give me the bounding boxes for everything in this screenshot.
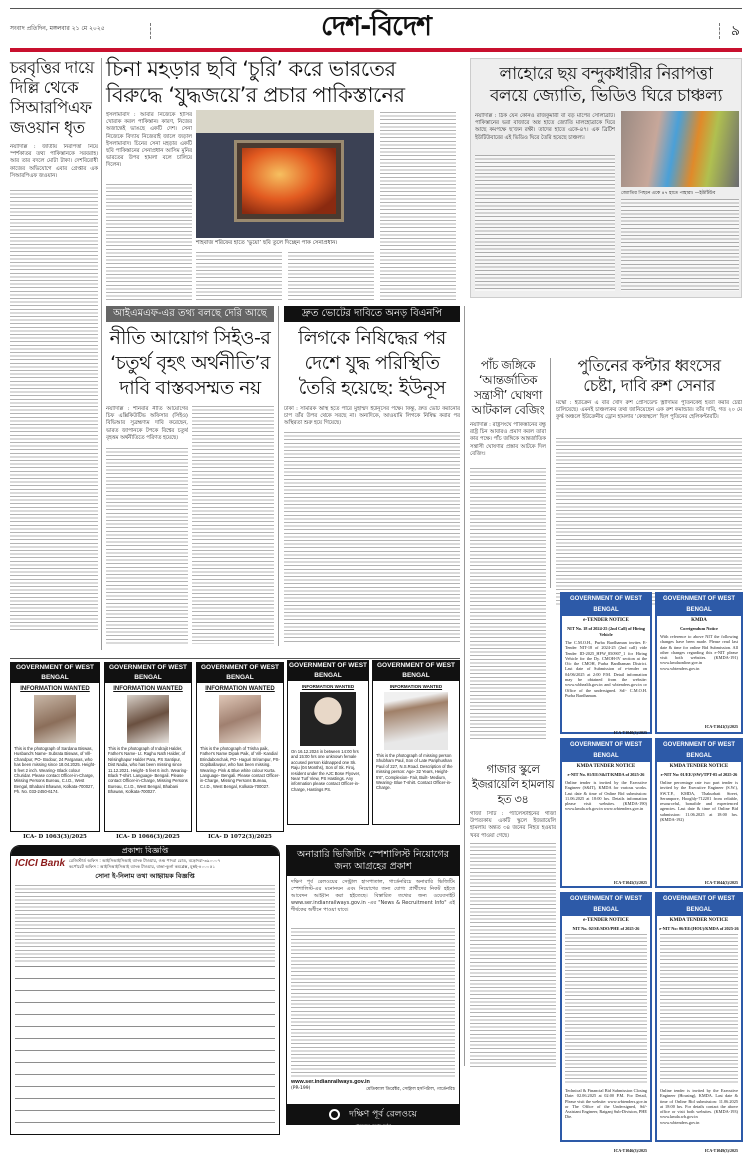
painting-frame [234, 140, 344, 222]
headline-line-2: বিরুদ্ধে ‘যুদ্ধজয়ে’র প্রচার পাকিস্তানের [106, 83, 405, 107]
article-body [475, 155, 615, 291]
tender-body-fill [660, 934, 738, 1084]
signatory: মেডিক্যাল ডিরেক্টর, সেন্ট্রাল হসপিটাল, গার্ডেনরিচ [366, 1087, 455, 1092]
office-line: রেজিস্টার্ড অফিস : আইসিআইসিআই ব্যাংক টাওয়ার, ওল্ড পাদরা রোড, বড়োদরা-৩৯০০০৭ [69, 858, 221, 863]
headline-line-2: চেষ্টা, দাবি রুশ সেনার [583, 376, 715, 395]
story-crpf [10, 58, 98, 648]
tender-body: Online tender is invited by the Executive Engineer (S&IT), KMDA for various works. Last date & time of Online Bid submission: 11.06.2025 at 18:00 hrs. Details information please visit websites. (KMDA-190) www.kmda.wb.gov.in www.wbtenders.gov.in [565, 780, 647, 812]
lead-text: নয়াদিল্লি : রাষ্ট্রসংঘে পাকিস্তানের বন্ধু রাষ্ট্র চিন আবারও প্রমাণ করল তারা কার পক্ষে। পাঁচ জঙ্গিকে আন্তর্জাতিক সন্ত্রাসী ঘোষণার প্রস্তাব আটকে দিল বেজিং। [470, 422, 546, 457]
article-body [470, 843, 556, 1067]
ad-headline-line-1: অনারারি ভিজিটিং স্পেশালিস্ট নিয়োগের [296, 849, 449, 860]
lead-text: ঢাকা : সামরিক অস্থি হতে পারে মুহাম্মদ ইউনূসের পক্ষে। কিন্তু, দ্রুত ভোট করানোর চাপ তাঁর উপর থেকে সরছে না। অন্যদিকে, আওয়ামি লিগকে নিষিদ্ধ করার পর অস্থিরতা শুরু হয়ে গিয়েছে। [284, 406, 460, 427]
tender-ref: ICA-T1049(3)/2025 [704, 1148, 738, 1153]
ad-headline-line-2: জন্য আগ্রহের প্রকাশ [334, 861, 412, 872]
article-body [192, 406, 274, 644]
ad-missing-person-5 [372, 660, 460, 825]
office-line: কর্পোরেট অফিস : আইসিআইসিআই ব্যাংক টাওয়ার, বান্দ্রা-কুর্লা কমপ্লেক্স, মুম্বই-৪০০০৫১ [69, 863, 216, 869]
headline-line-1: লাহোরে ছয় বন্দুকধারীর নিরাপত্তা [499, 64, 713, 84]
painting-image [242, 148, 336, 214]
tender-header: GOVERNMENT OF WEST BENGAL [657, 740, 741, 762]
tender-subtitle: e-NIT No: 01/EE/(SW)/TPT-05 of 2025-26 [660, 772, 738, 777]
article-body [284, 432, 460, 644]
accent-rule [10, 48, 742, 52]
date-line: সংবাদ প্রতিদিন, মঙ্গলবার ২১ মে ২০২৫ [10, 25, 105, 32]
masthead [10, 8, 742, 48]
ad-ref: (PR-199) [291, 1086, 311, 1091]
ad-missing-person-1 [10, 662, 100, 832]
divider [719, 23, 720, 39]
story-gaza [470, 762, 556, 1062]
article-body [621, 199, 739, 291]
tender-title: KMDA TENDER NOTICE [669, 918, 729, 923]
column-rule [464, 306, 465, 1066]
tender-notice-3 [560, 738, 652, 888]
ad-text: This is the photograph of Indrajit Halder, Father's Name- Lt. Raghu Nath Halder, of Nrisinghapur Halder Para, PS Santipur, Dist Nadia, who has been missing since 11.12.2021. Height- 5 feet 6 inch. Wearing- Black T-shirt. Language- Bengali. Please contact Officer-in-Charge, Missing Persons Bureau, C.I.D., West Bengal, Bhabani Bhawan, Kolkata-700027. [108, 746, 188, 795]
article-body [196, 252, 282, 300]
article-body [556, 438, 742, 606]
ad-banner: প্রকাশ্য বিজ্ঞপ্তি [11, 846, 279, 856]
ad-header: GOVERNMENT OF WEST BENGAL [289, 662, 367, 679]
tender-subtitle: NIT No. 18 of 2024-25 (2nd Call) of Hiring Vehicle [567, 626, 645, 637]
tender-header: GOVERNMENT OF WEST BENGAL [562, 740, 650, 762]
photo-painting-handover [196, 110, 374, 238]
ad-title: INFORMATION WANTED [389, 684, 443, 689]
article-body [106, 184, 192, 300]
story-putin [556, 356, 742, 506]
headline-line-3: দাবি বাস্তবসম্মত নয় [119, 377, 261, 399]
ad-header: GOVERNMENT OF WEST BENGAL [373, 661, 459, 681]
headline: পাঁচ জঙ্গিকে ‘আন্তর্জাতিক সন্ত্রাসী’ ঘোষণা আটকাল বেজিং [471, 358, 545, 417]
tender-title: e-TENDER NOTICE [583, 618, 629, 623]
missing-person-photo [219, 695, 261, 743]
tender-header: GOVERNMENT OF WEST BENGAL [562, 594, 650, 616]
ad-title: INFORMATION WANTED [301, 684, 355, 689]
missing-person-photo [127, 695, 169, 743]
story-beijing [470, 358, 546, 748]
headline-line-1: পুতিনের কপ্টার ধ্বংসের [577, 356, 721, 375]
story-niti-aayog [106, 306, 274, 646]
lead-text: মস্কো : ইউক্রেন এ বার খোদ রুশ প্রেসিডেন্ট ভ্লাদিমির পুতিনকেই হত্যা করার চেষ্টা চালিয়েছে। এমনই চাঞ্চল্যকর তথ্য জানিয়েছেন এক রুশ কমান্ডার। তাঁর দাবি, গত ২০ মে কুর্স্ক অঞ্চলে ইউক্রেনীয় ড্রোন হামলার ‘কেন্দ্রস্থলে’ ছিল পুতিনের হেলিকপ্টারটি। [556, 400, 742, 421]
tender-ref: ICA-T1045(3)/2025 [613, 880, 647, 885]
ad-text: This is the photograph of Trisha paik, Father's Name Dipak Paik, of Vill- Kandial Brindabonchak, PO- Haguri Srirampur, PS- Gopiballavpur, who has been missing. Wearing- Pink & Blue white colour Kurta. Language- Bengali. Please contact Officer-in-Charge, Missing Persons Bureau, C.I.D., West Bengal, Kolkata-700027. [200, 746, 280, 789]
tender-ref: ICA-T1040(3)/2025 [613, 730, 647, 735]
column-rule [278, 306, 279, 646]
article-body [288, 252, 374, 300]
headline: চরবৃত্তির দায়ে দিল্লি থেকে সিআরপিএফ জওয়ান ধৃত [10, 58, 94, 137]
photo-caption: জ্যোতির পিছনে একে ৪৭ হাতে পাহারা। —ইউটিউব [621, 191, 716, 196]
tender-title: e-TENDER NOTICE [583, 918, 629, 923]
ad-railway-recruitment [286, 845, 460, 1128]
story-lahore [470, 58, 742, 298]
tender-title: KMDA TENDER NOTICE [576, 764, 636, 769]
tender-header: GOVERNMENT OF WEST BENGAL [657, 894, 741, 916]
ad-body: দক্ষিণ পূর্ব রেলওয়ের সেন্ট্রাল হাসপাতাল, গার্ডেনরিচে অনারারি ভিজিটিং স্পেশালিস্ট-এর মনোনয়ন এবং নিয়োগের জন্য যোগ্য প্রার্থীদের নিকট হইতে আবেদন আহ্বান করা হইতেছে। বিস্তারিত তথ্যের জন্য ওয়েবসাইট www.ser.indianrailways.gov.in -এর "News & Recruitment Info" এই শীর্ষকের অধীনে পাওয়া যাবে। [291, 879, 455, 913]
ad-text: This is the photograph of missing person Shubham Paul, Son of Late Pariphushan Paul of 227, N.S.Road. Description of the missing person: Age- 32 Years, Height- 5'6", Complexion- Fair, Built- Medium, Wearing- Blue T-shirt. Contact Officer-in-Charge. [376, 753, 453, 791]
ad-reference: ICA- D 1066(3)/2025 [116, 834, 180, 840]
tender-body: Online percentage rate two part tender is invited by the Executive Engineer (S.W.), SW.T.P., KMDA, Thakurbati Street, Serampore, Hooghly-712201 from reliable, resourceful, bonafide and experienced agencies. Last date & time of Online Bid submission: 11.06.2025 at 18:00 hrs. (KMDA-192) [660, 780, 738, 823]
missing-person-photo [34, 695, 76, 743]
headline-line-2: দেশে যুদ্ধ পরিস্থিতি [304, 352, 440, 374]
ad-title: INFORMATION WANTED [205, 686, 275, 692]
ad-icici-bank [10, 845, 280, 1135]
ad-body-continued [291, 928, 455, 1078]
headline-line-2: বলয়ে জ্যোতি, ভিডিও ঘিরে চাঞ্চল্য [489, 86, 723, 106]
missing-child-photo [300, 692, 356, 746]
tender-notice-2 [655, 592, 743, 734]
website-link[interactable]: www.ser.indianrailways.gov.in [291, 1079, 370, 1085]
tender-ref: ICA-T1046(3)/2025 [613, 1148, 647, 1153]
tender-notice-4 [655, 738, 743, 888]
tender-ref: ICA-T1044(3)/2025 [704, 880, 738, 885]
story-yunus [284, 306, 460, 646]
tender-notice-1 [560, 592, 652, 734]
headline: গাজার স্কুলে ইজরায়েলি হামলায় হত ৩৪ [471, 762, 555, 806]
headline-line-1: লিগকে নিষিদ্ধের পর [298, 327, 446, 349]
tender-ref: ICA-T1041(3)/2025 [704, 724, 738, 729]
photo-jyoti-video [621, 111, 739, 187]
tender-notice-6 [655, 892, 743, 1153]
icici-logo: ICICI Bank [15, 858, 66, 869]
lead-text: গাজা সিটি : প্যালেস্টাইনের গাজা উপত্যকায় একটি স্কুলে ইজরায়েলি হামলায় অন্তত ৩৪ জনের নিহত হওয়ার খবর পাওয়া গেছে। [470, 811, 556, 839]
kicker: দ্রুত ভোটের দাবিতে অনড় বিএনপি [284, 306, 460, 322]
headline-line-2: ‘চতুর্থ বৃহৎ অর্থনীতি’র [110, 352, 270, 374]
ad-header: GOVERNMENT OF WEST BENGAL [105, 663, 191, 683]
missing-person-photo [384, 692, 448, 750]
tender-body: Online tender is invited by the Executive Engineer (Housing), KMDA. Last date & time of Online Bid submission: 11.06.2025 at 18:00 hrs. For details contact the above office or visit both websites. (KMDA-193) www.kmda.wb.gov.in www.wbtenders.gov.in [660, 1088, 738, 1125]
ad-title: INFORMATION WANTED [20, 686, 90, 692]
headline-line-1: চিনা মহড়ার ছবি ‘চুরি’ করে ভারতের [106, 57, 396, 81]
railway-brand: দক্ষিণ পূর্ব রেলওয়ে [349, 1109, 417, 1120]
story-china-painting [106, 56, 456, 301]
section-title: দেশ-বিদেশ [320, 11, 432, 42]
ad-missing-person-2 [104, 662, 192, 832]
ad-subtitle: সোনা ই-নিলাম তথা আহ্বায়ক বিজ্ঞপ্তি [95, 872, 195, 880]
ad-header: GOVERNMENT OF WEST BENGAL [197, 663, 283, 683]
tender-notice-5 [560, 892, 652, 1153]
ad-reference: ICA- D 1063(3)/2025 [23, 834, 87, 840]
column-rule [101, 58, 102, 650]
article-body [10, 190, 98, 630]
tender-body: The C.M.O.H., Purba Bardhaman invites E-Tender NIT-18 of 2024-25 (2nd call) vide Tender ID-2025_HFW_850907_1 for Hiring Vehicle for the Dy. CMOH-IV section at the O/o the CMOH, Purba Bardhaman District. Last date of Submission of e-tender on 04/06/2025 at 2:00 P.M. Detail information may be obtained from the website: www.wbhealth.gov.in and wbtenders.gov.in or Office of the undersigned. Sd/- C.M.O.H. Purba Bardhaman. [565, 640, 647, 698]
tender-header: GOVERNMENT OF WEST BENGAL [657, 594, 741, 616]
tender-body: Technical & Financial Bid Submission Closing Date: 02.06.2025 at 02:00 P.M. For Detail, Please visit the website: www.wbtenders.gov.in or The Office of the Undersigned, Sd/- Assistant Engineer, Raiganj Sub-Division, PHE Dte. [565, 1088, 647, 1120]
column-rule [550, 358, 551, 588]
dateline-text: নয়াদিল্লি : জাতীয় নিরাপত্তা নিয়ে স্পর্শকাতর তথ্য পাকিস্তানকে সরবরাহ। আর তার বদলে মোটা টাকা। দেশবিরোধী কাজের অভিযোগে এবার গ্রেপ্তার এক সিআরপিএফ জওয়ান। [10, 144, 98, 179]
headline-line-1: নীতি আয়োগ সিইও-র [109, 327, 271, 349]
railway-logo-icon [329, 1109, 340, 1120]
article-body [470, 468, 546, 740]
lead-text: নয়াদিল্লি : শনিবার নীতি আয়োগের চিফ এক্সিকিউটিভ অফিসার (সিইও) বিভিআর সুব্রহ্মণ্যম দাবি করেছেন, ভারত জাপানকে টপকে বিশ্বের চতুর্থ বৃহত্তম অর্থনীতিতে পরিণত হয়েছে। [106, 406, 188, 441]
tender-header: GOVERNMENT OF WEST BENGAL [562, 894, 650, 916]
lead-text: নয়াদিল্লি : ঠিক যেন কোনও রাজকুমারী বা বড় মাপের সেলিব্রিটি। পাকিস্তানের ভরা বাজারে অস্ত্র হাতে জ্যোতি মালহোত্রাকে ঘিরে আছে কমপক্ষে ছ’জন রক্ষী। তাদের হাতে একে-৪৭। এক ব্রিটিশ ইউটিউবারের এই ভিডিও ঘিরে তৈরি হয়েছে চাঞ্চল্য। [475, 113, 615, 141]
ad-text: On 16.12.2024 in between 14:00 hrs and 15:00 hrs one unknown female accused person kidnapped one Sk. Raju (04 Months), Son of Sk. Firoj, resident under the AJC Bose Flyover, Near Turf View, PS Hastings. Any information please contact Officer-in-Charge, Hastings PS. [291, 749, 361, 792]
article-body [380, 112, 456, 300]
auction-table [15, 966, 275, 1135]
page-number: ৯ [730, 23, 740, 39]
railway-tagline: গ্রাহকদের সেবায় সর্বদা [355, 1123, 391, 1128]
kicker: আইএমএফ-এর তথ্য বলছে দেরি আছে [106, 306, 274, 322]
tender-body-fill [565, 934, 647, 1084]
tender-title: KMDA [691, 618, 707, 623]
tender-subtitle: Corrigendum Notice [680, 626, 718, 631]
lead-text: ইসলামাবাদ : আবার নিজেকে হাসির খোরাক করল পাকিস্তান। কারণ, নিজের অজান্তেই ভাঙছে একটি দেশ। সেনা নিজেকে বিদ্যায় নিজেরাই জালে জড়াল ইসলামাবাদ। চিনের সেনা মহড়ার একটি ছবি পাকিস্তানের সেনাপ্রধান আসিম মুনির ভারতের উপর হামলা বলে চালিয়ে দিলেন। [106, 112, 192, 169]
ad-body [15, 885, 275, 963]
tender-title: KMDA TENDER NOTICE [669, 764, 729, 769]
article-body [106, 448, 188, 644]
ad-title: INFORMATION WANTED [113, 686, 183, 692]
ad-header: GOVERNMENT OF WEST BENGAL [11, 663, 99, 683]
ad-reference: ICA- D 1072(3)/2025 [208, 834, 272, 840]
divider [10, 658, 460, 659]
tender-subtitle: e-NIT No: 06/EE/(HOU)/KMDA of 2025-26 [659, 926, 739, 931]
tender-subtitle: NIT No. 02/SE/SDO/PHE of 2025-26 [572, 926, 640, 931]
headline-line-3: তৈরি হয়েছে: ইউনূস [298, 377, 446, 399]
tender-body: With reference to above NIT the following changes have been made. Please read last date & time for online Bid Submission. All other changes regarding this e-NIT please visit both websites. (KMDA-191) www.kmdaonline.gov.in www.wbtenders.gov.in [660, 634, 738, 671]
ad-missing-person-4 [287, 660, 369, 825]
photo-caption: শাহবাজ শরিফের হাতে ‘ভুয়ো’ ছবি তুলে দিচ্ছেন পাক সেনাপ্রধান। [196, 240, 338, 246]
ad-text: This is the photograph of Sardana Biswas, Husband's Name- Subrata Biswas, of Vill- Chandpur, PO- Bodour, 24 Parganas, who has been missing since 18.04.2025. Height- 5 feet 2 inch. Wearing- Black colour Churidar. Please contact Officer-in-Charge, Missing Persons Bureau, C.I.D., West Bengal, Bhabani Bhawan, Kolkata-700027, Ph. No. 033-2450-6174. [14, 746, 96, 795]
tender-subtitle: e-NIT No. 01/EE/S&IT/KMDA of 2025-26 [567, 772, 645, 777]
ad-missing-person-3 [196, 662, 284, 832]
